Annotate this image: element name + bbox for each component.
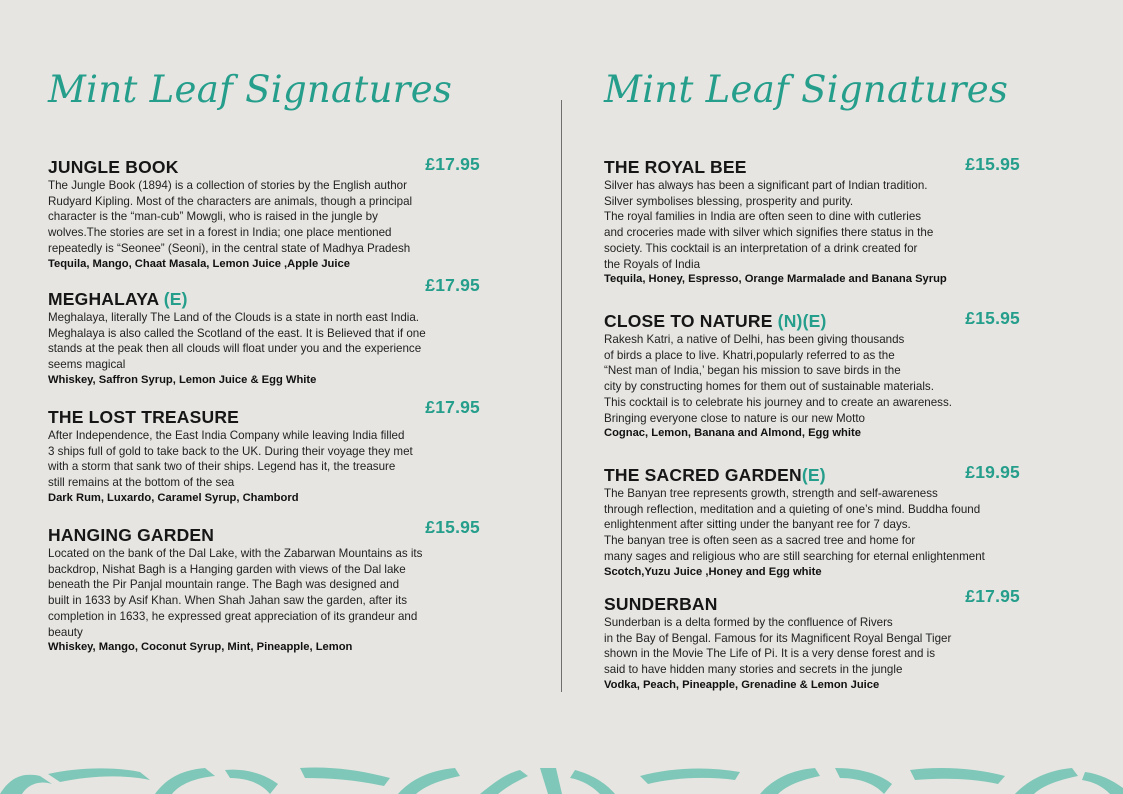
item-name: THE SACRED GARDEN(E) bbox=[604, 465, 826, 485]
item-ingredients: Cognac, Lemon, Banana and Almond, Egg white bbox=[604, 427, 861, 440]
column-divider bbox=[561, 100, 562, 692]
item-description: Rakesh Katri, a native of Delhi, has been giving thousands of birds a place to live. Khatri,popularly referred to as the “Nest man of India,’ began his mission to save birds in the city by constructing homes for them out of sustainable materials. This cocktail is to celebrate his journey and to create an awareness. Bringing everyone close to nature is our new Motto bbox=[604, 333, 952, 425]
item-name: THE LOST TREASURE bbox=[48, 407, 240, 427]
menu-item-lost-treasure bbox=[48, 397, 480, 507]
item-description: After Independence, the East India Company while leaving India filled 3 ships full of gold to take back to the UK. During their voyage they met with a storm that sank two of their ships. Legend has it, the treasure still remains at the bottom of the sea bbox=[48, 429, 413, 490]
item-description: Silver has always has been a significant part of Indian tradition. Silver symbolises blessing, prosperity and purity. The royal families in India are often seen to dine with cutleries and croceries made with silver which signifies there status in the society. This cocktail is an interpretation of a drink created for the Royals of India bbox=[604, 179, 934, 271]
item-tag: (E) bbox=[801, 465, 826, 485]
item-ingredients: Whiskey, Mango, Coconut Syrup, Mint, Pineapple, Lemon bbox=[48, 641, 353, 654]
item-price: £17.95 bbox=[425, 275, 480, 295]
item-name: MEGHALAYA (E) bbox=[48, 289, 188, 309]
menu-item-sacred-garden bbox=[604, 464, 1044, 580]
right-section-title: Mint Leaf Signatures bbox=[604, 68, 1009, 111]
item-name: SUNDERBAN bbox=[604, 594, 718, 614]
menu-item-royal-bee bbox=[604, 156, 1044, 288]
item-ingredients: Tequila, Honey, Espresso, Orange Marmalade and Banana Syrup bbox=[604, 273, 947, 286]
left-section-title: Mint Leaf Signatures bbox=[48, 68, 453, 111]
menu-item-hanging-garden bbox=[48, 517, 480, 656]
item-price: £15.95 bbox=[965, 308, 1020, 328]
menu-item-sunderban bbox=[604, 586, 1044, 694]
item-price: £17.95 bbox=[425, 397, 480, 417]
menu-item-jungle-book bbox=[48, 156, 480, 272]
item-description: Meghalaya, literally The Land of the Clouds is a state in north east India. Meghalaya is also called the Scotland of the east. It is Believed that if one stands at the peak then all clouds will float under you and the experience seems magical bbox=[48, 311, 426, 372]
item-name: CLOSE TO NATURE (N)(E) bbox=[604, 311, 827, 331]
item-ingredients: Dark Rum, Luxardo, Caramel Syrup, Chambord bbox=[48, 491, 299, 504]
item-description: The Banyan tree represents growth, strength and self-awareness through reflection, meditation and a quieting of one’s mind. Buddha found enlightenment after sitting under the banyant ree for 7 days. The banyan tree is often seen as a sacred tree and home for many sages and religious who are still searching for eternal enlightenment bbox=[604, 487, 985, 563]
item-name: JUNGLE BOOK bbox=[48, 157, 179, 177]
item-description: Sunderban is a delta formed by the confluence of Rivers in the Bay of Bengal. Famous for its Magnificent Royal Bengal Tiger shown in the Movie The Life of Pi. It is a very dense forest and is said to have hidden many stories and secrets in the jungle bbox=[604, 616, 952, 677]
item-name: HANGING GARDEN bbox=[48, 525, 215, 545]
item-price: £15.95 bbox=[425, 517, 480, 537]
item-ingredients: Scotch,Yuzu Juice ,Honey and Egg white bbox=[604, 565, 822, 578]
menu-item-meghalaya bbox=[48, 275, 480, 389]
item-name: THE ROYAL BEE bbox=[604, 157, 747, 177]
item-ingredients: Whiskey, Saffron Syrup, Lemon Juice & Egg White bbox=[48, 373, 317, 386]
item-price: £19.95 bbox=[965, 462, 1020, 482]
menu-item-close-to-nature bbox=[604, 310, 1044, 442]
item-tag: (N)(E) bbox=[777, 311, 827, 331]
item-description: The Jungle Book (1894) is a collection of stories by the English author Rudyard Kipling. Most of the characters are animals, though a principal character is the “man-cub” Mowgli, who is raised in the jungle by wolves.The stories are set in a forest in India; one place mentioned repeatedly is “Seonee” (Seoni), in the central state of Madhya Pradesh bbox=[48, 179, 413, 255]
item-price: £15.95 bbox=[965, 154, 1020, 174]
item-ingredients: Vodka, Peach, Pineapple, Grenadine & Lemon Juice bbox=[604, 678, 880, 691]
item-tag: (E) bbox=[163, 289, 188, 309]
item-price: £17.95 bbox=[425, 154, 480, 174]
item-ingredients: Tequila, Mango, Chaat Masala, Lemon Juice ,Apple Juice bbox=[48, 257, 350, 270]
decorative-pattern-border bbox=[0, 766, 1123, 794]
item-description: Located on the bank of the Dal Lake, with the Zabarwan Mountains as its backdrop, Nishat Bagh is a Hanging garden with views of the Dal lake beneath the Pir Panjal mountain range. The Bagh was designed and built in 1633 by Asif Khan. When Shah Jahan saw the garden, after its completion in 1633, he expressed great appreciation of its grandeur and beauty bbox=[48, 547, 423, 639]
item-price: £17.95 bbox=[965, 586, 1020, 606]
